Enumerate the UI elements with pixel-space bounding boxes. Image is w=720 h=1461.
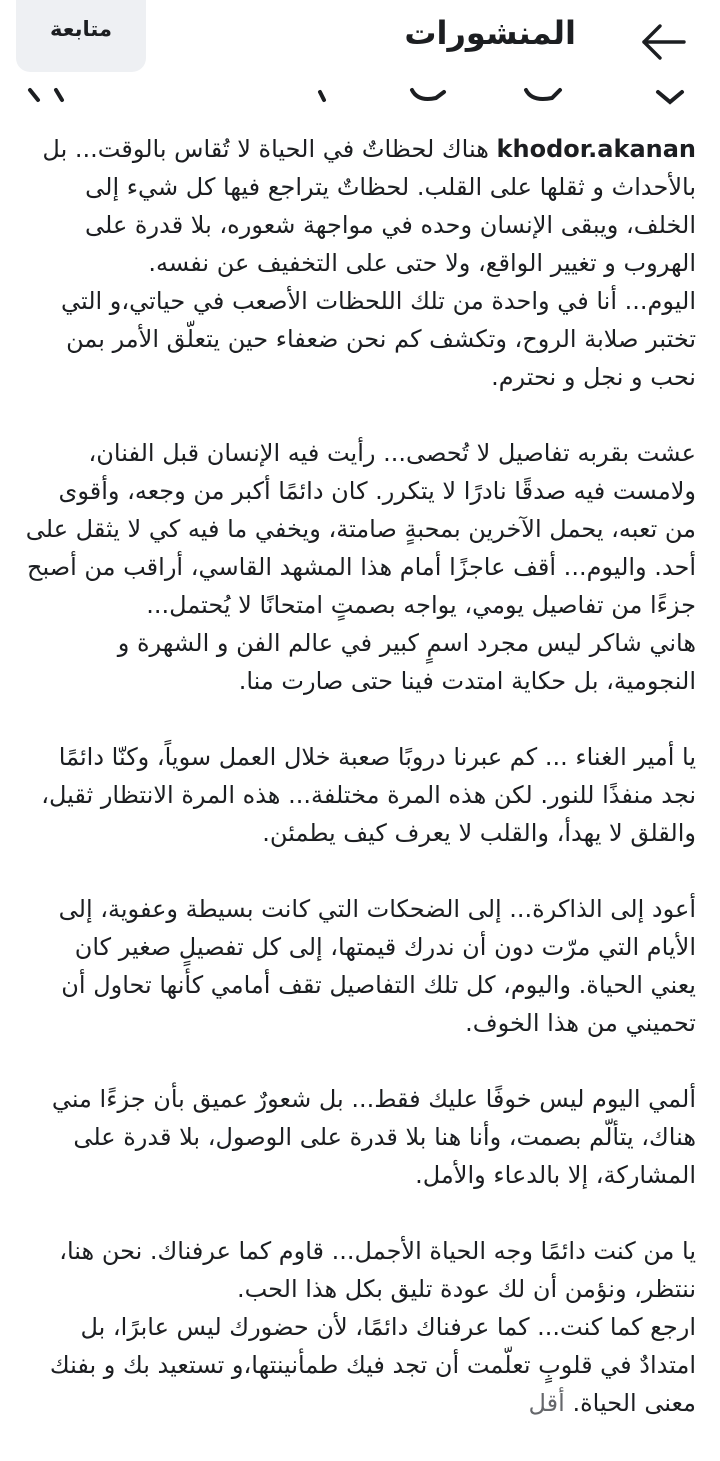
back-arrow-icon[interactable] — [634, 18, 694, 66]
post-paragraph: عشت بقربه تفاصيل لا تُحصى... رأيت فيه الإنسان قبل الفنان، ولامست فيه صدقًا نادرًا لا يتكرر. كان دائمًا أكبر من وجعه، وأقوى من تعبه، يحمل الآخرين بمحبةٍ صامتة، ويخفي ما فيه كي لا يثقل على أحد. واليوم... أقف عاجزًا أمام هذا المشهد القاسي، أراقب من أصبح جزءًا من تفاصيل يومي، يواجه بصمتٍ امتحانًا لا يُحتمل... — [25, 439, 696, 619]
post-paragraph: يا أمير الغناء ... كم عبرنا دروبًا صعبة خلال العمل سوياً، وكنّا دائمًا نجد منفذًا للنور. لكن هذه المرة مختلفة... هذه المرة الانتظار ثقيل، والقلق لا يهدأ، والقلب لا يعرف كيف يطمئن. — [41, 743, 696, 847]
post-paragraph: يا من كنت دائمًا وجه الحياة الأجمل... قاوم كما عرفناك. نحن هنا، ننتظر، ونؤمن أن لك عودة تليق بكل هذا الحب. — [59, 1237, 696, 1303]
action-icons-strip — [0, 86, 720, 108]
cut-off-icon — [30, 90, 682, 102]
see-less-link[interactable]: أقل — [528, 1389, 565, 1417]
post-paragraph: هاني شاكر ليس مجرد اسمٍ كبير في عالم الفن و الشهرة و النجومية، بل حكاية امتدت فينا حتى صارت منا. — [117, 629, 696, 695]
author-name[interactable]: khodor.akanan — [496, 135, 696, 163]
post-paragraph: ألمي اليوم ليس خوفًا عليك فقط... بل شعورٌ عميق بأن جزءًا مني هناك، يتألّم بصمت، وأنا هنا بلا قدرة على الوصول، بلا قدرة على المشاركة، إلا بالدعاء والأمل. — [51, 1085, 696, 1189]
post-text: هناك لحظاتٌ في الحياة لا تُقاس بالوقت... بل بالأحداث و ثقلها على القلب. لحظاتٌ يتراجع فيها كل شيء إلى الخلف، ويبقى الإنسان وحده في مواجهة شعوره، بلا قدرة على الهروب و تغيير الواقع، ولا حتى على التخفيف عن نفسه. — [42, 135, 696, 277]
post-text: ارجع كما كنت... كما عرفناك دائمًا، لأن حضورك ليس عابرًا، بل امتدادٌ في قلوبٍ تعلّمت أن تجد فيك طمأنينتها،و تستعيد بك و بفنك معنى الحياة. — [49, 1313, 696, 1417]
post-paragraph: أعود إلى الذاكرة... إلى الضحكات التي كانت بسيطة وعفوية، إلى الأيام التي مرّت دون أن ندرك قيمتها، إلى كل تفصيلٍ صغير كان يعني الحياة. واليوم، كل تلك التفاصيل تقف أمامي كأنها تحاول أن تحميني من هذا الخوف. — [58, 895, 696, 1037]
post-paragraph — [24, 1308, 696, 1422]
post-body — [24, 130, 696, 1422]
page-title: المنشورات — [404, 14, 576, 52]
top-bar — [0, 0, 720, 86]
post-paragraph: اليوم... أنا في واحدة من تلك اللحظات الأصعب في حياتي،و التي تختبر صلابة الروح، وتكشف كم نحن ضعفاء حين يتعلّق الأمر بمن نحب و نجل و نحترم. — [60, 287, 696, 391]
post-paragraph — [24, 130, 696, 282]
follow-button[interactable]: متابعة — [16, 0, 146, 72]
